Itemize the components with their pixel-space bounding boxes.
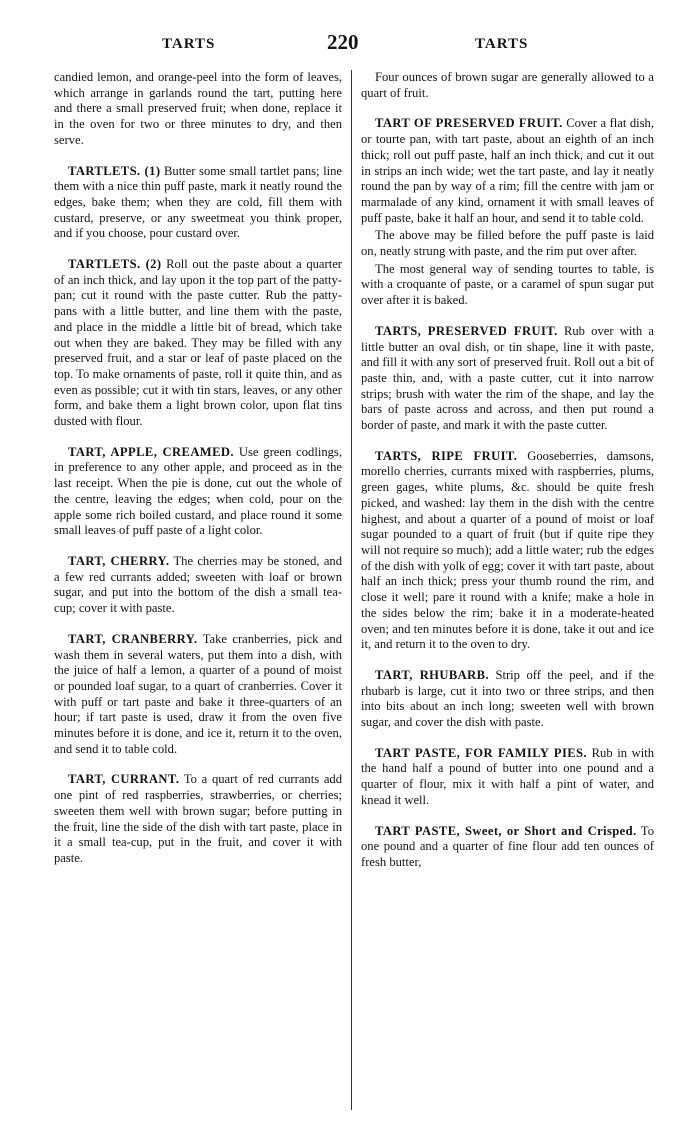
recipe-entry — [361, 116, 654, 226]
left-column — [54, 70, 342, 867]
recipe-title: TARTLETS. (2) — [68, 257, 162, 272]
recipe-title: TART OF PRESERVED FRUIT. — [375, 116, 563, 131]
recipe-text: The above may be filled before the puff paste is laid on, neatly strung with paste, and the rim put over after. — [361, 228, 654, 259]
recipe-entry — [361, 324, 654, 434]
recipe-entry — [54, 632, 342, 758]
recipe-title: TART, CHERRY. — [68, 553, 170, 568]
recipe-title: TART, CURRANT. — [68, 772, 180, 787]
recipe-entry — [54, 554, 342, 617]
recipe-text: To one pound and a quarter of fine flour add ten ounces of fresh butter, — [361, 823, 654, 869]
recipe-entry — [54, 164, 342, 243]
recipe-title: TART, APPLE, CREAMED. — [68, 444, 234, 459]
recipe-entry — [361, 70, 654, 101]
recipe-note — [361, 262, 654, 309]
recipe-entry — [54, 70, 342, 149]
recipe-title: TART, CRANBERRY. — [68, 631, 198, 646]
header-right-title: TARTS — [475, 36, 529, 52]
recipe-text: Butter some small tartlet pans; line them with a nice thin puff paste, mark it neatly round the edges, bake them; when they are cold, fill them with custard, preserve, or any sweetmeat you think proper, and if you choose, pour custard over. — [54, 163, 343, 241]
column-divider — [351, 70, 352, 1110]
recipe-text: Use green codlings, in preference to any other apple, and proceed as in the last receipt. When the pie is done, cut out the whole of the centre, leaving the edges; when cold, pour on the apple some rich boiled custard, and place round it some small leaves of puff paste of a light color. — [54, 444, 342, 538]
recipe-entry — [361, 449, 654, 653]
recipe-text: The cherries may be stoned, and a few red currants added; sweeten with loaf or brown sugar, and put into the bottom of the dish a small tea-cup; cover it with paste. — [54, 553, 343, 616]
recipe-title: TART, RHUBARB. — [375, 667, 490, 682]
recipe-text: Roll out the paste about a quarter of an inch thick, and lay upon it the top part of the patty-pan; cut it round with the paste cutter. Rub the patty-pans with a little butter, and line them with the paste, and place in the middle a little bit of bread, which take out when they are baked. They may be filled with any preserved fruit, and a star or leaf of paste placed on the top. To make ornaments of paste, roll it quite thin, and as even as possible; cut it with tin stars, leaves, or any other form, and bake them a light brown color, upon flat tins dusted with flour. — [54, 257, 343, 429]
recipe-text: To a quart of red currants add one pint of red raspberries, strawberries, or cherries; sweeten them well with brown sugar; before putting in the fruit, line the side of the dish with tart paste, place in it a small tea-cup, put in the fruit, and cover it with paste. — [54, 772, 342, 865]
recipe-text: Strip off the peel, and if the rhubarb is large, cut it into two or three strips, and then into bits about an inch long; sweeten well with brown sugar, and cover the dish with paste. — [361, 667, 654, 730]
recipe-title: TARTS, RIPE FRUIT. — [375, 448, 518, 463]
recipe-text: Rub over with a little butter an oval dish, or tin shape, line it with paste, and fill it with any sort of preserved fruit. Roll out a bit of paste thin, and, with a paste cutter, cut it into narrow strips; brush with water the rim of the shape, and lay the bars of paste across and across, and then put round a border of paste, and mark it with the paste cutter. — [361, 323, 655, 433]
running-header — [0, 30, 700, 60]
recipe-text: The most general way of sending tourtes to table, is with a croquante of paste, or a caramel of spun sugar put over after it is baked. — [361, 261, 654, 308]
recipe-text: Take cranberries, pick and wash them in several waters, put them into a dish, with the juice of half a lemon, a quarter of a pound of moist or pounded loaf sugar, to a quart of cranberries. Cover it with puff or tart paste and bake it three-quarters of an hour; if tart paste is used, draw it from the oven five minutes before it is done, and ice it, return it to the oven, and send it to table cold. — [54, 631, 343, 756]
page-number: 220 — [327, 30, 359, 54]
recipe-title: TART PASTE, FOR FAMILY PIES. — [375, 745, 588, 760]
recipe-title: TARTS, PRESERVED FRUIT. — [375, 323, 558, 338]
recipe-text: Cover a flat dish, or tourte pan, with tart paste, about an eighth of an inch thick; roll out puff paste, half an inch thick, and cut it out in strips an inch wide; wet the tart paste, and lay it neatly round the pan by way of a rim; fill the centre with jam or marmalade of any kind, ornament it with small leaves of puff paste, bake it half an hour, and send it to table cold. — [361, 116, 654, 225]
recipe-title: TARTLETS. (1) — [68, 163, 161, 178]
recipe-entry — [361, 746, 654, 809]
recipe-entry — [361, 668, 654, 731]
recipe-text: Rub in with the hand half a pound of butter into one pound and a quarter of flour, mix it with half a pint of water, and knead it well. — [361, 745, 654, 807]
recipe-entry — [54, 772, 342, 866]
recipe-title: TART PASTE, Sweet, or Short and Crisped. — [375, 823, 637, 838]
header-left-title: TARTS — [162, 36, 216, 52]
recipe-text: Gooseberries, damsons, morello cherries, currants mixed with raspberries, plums, green gages, white plums, &c. should be quite fresh picked, and washed: lay them in the dish with the centre highest, and about a quarter of a pound of moist or loaf sugar pounded to a quart of fruit (but if quite ripe they will not require so much); add a little water; rub the edges of the dish with yolk of egg; cover it with tart paste, about half an inch thick; press your thumb round the rim, and close it well; pare it round with a knife; make a hole in the sides below the rim; bake it in a moderate-heated oven; and ten minutes before it is done, take it out and ice it, and return it to the oven to dry. — [361, 448, 654, 652]
recipe-entry — [54, 445, 342, 539]
right-column — [361, 70, 654, 871]
recipe-text: candied lemon, and orange-peel into the form of leaves, which arrange in garlands round the tart, putting here and there a small preserved fruit; when done, replace it in the oven for two or three minutes to dry, and then serve. — [54, 70, 342, 147]
recipe-entry — [54, 257, 342, 430]
recipe-entry — [361, 824, 654, 871]
recipe-text: Four ounces of brown sugar are generally allowed to a quart of fruit. — [361, 70, 654, 100]
recipe-note — [361, 228, 654, 259]
